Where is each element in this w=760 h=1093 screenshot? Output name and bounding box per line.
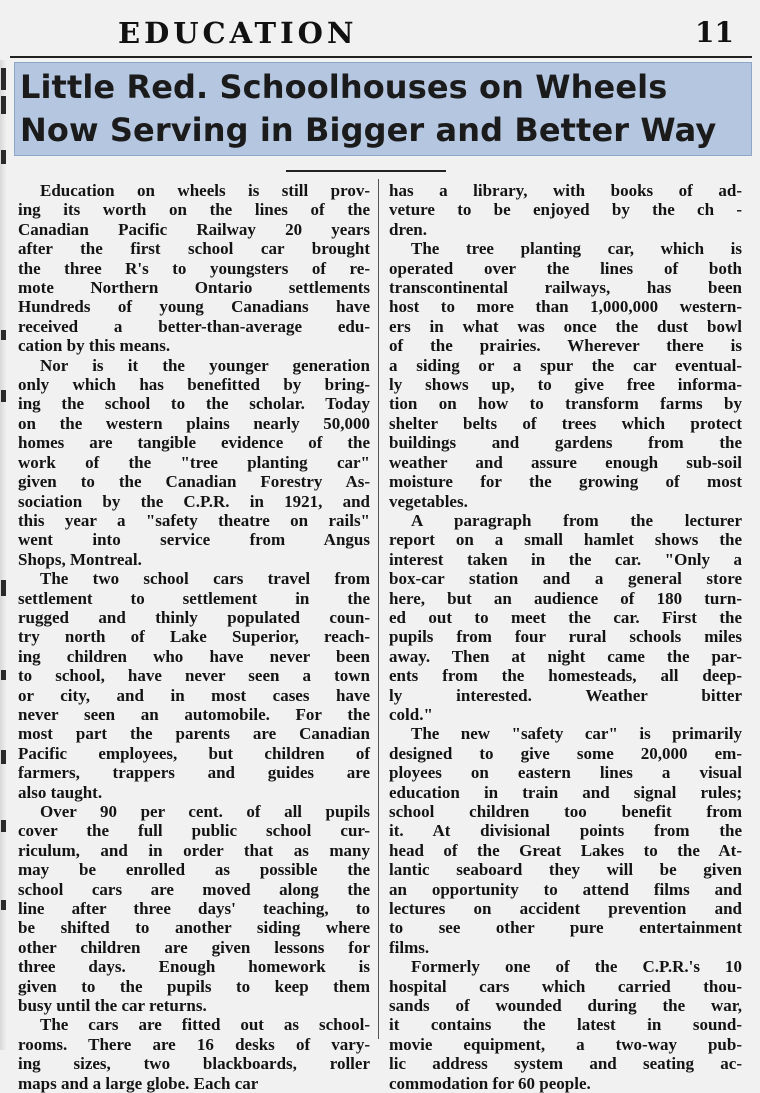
text-line: went into service from Angus: [18, 530, 370, 550]
article-paragraph: [18, 181, 370, 356]
text-line: ly shows up, to give free informa-: [389, 375, 742, 395]
article-paragraph: [18, 356, 370, 569]
text-line: maps and a large globe. Each car: [18, 1073, 259, 1093]
text-line: ents from the homesteads, all deep-: [389, 666, 742, 686]
text-line: after the first school car brought: [18, 239, 370, 259]
text-line: given to the pupils to keep them: [18, 976, 370, 996]
text-line: line after three days' teaching, to: [18, 899, 370, 919]
text-line: education in train and signal rules;: [389, 782, 742, 802]
text-line: away. Then at night came the par-: [389, 646, 742, 666]
text-line: try north of Lake Superior, reach-: [18, 627, 370, 647]
text-line: rooms. There are 16 desks of vary-: [18, 1034, 370, 1054]
text-line: ly interested. Weather bitter: [389, 685, 742, 705]
article-paragraph: [389, 239, 742, 511]
text-line: to see other pure entertainment: [389, 918, 742, 938]
text-line: The two school cars travel from: [40, 569, 370, 589]
headline-line-2: Now Serving in Bigger and Better Way: [20, 111, 717, 149]
text-line: other children are given lessons for: [18, 937, 370, 957]
text-line: movie equipment, a two-way pub-: [389, 1034, 742, 1054]
text-line: rugged and thinly populated coun-: [18, 607, 370, 627]
text-line: veture to be enjoyed by the ch -: [389, 200, 742, 220]
text-line: ing sizes, two blackboards, roller: [18, 1054, 370, 1074]
text-line: films.: [389, 937, 430, 957]
text-line: lic address system and seating ac-: [389, 1054, 742, 1074]
text-line: work of the "tree planting car": [18, 452, 370, 472]
text-line: cover the full public school cur-: [18, 821, 370, 841]
text-line: on the western plains nearly 50,000: [18, 413, 370, 433]
text-line: Formerly one of the C.P.R.'s 10: [411, 957, 742, 977]
text-line: be shifted to another siding where: [18, 918, 370, 938]
article-paragraph: [389, 181, 742, 239]
text-line: of the prairies. Wherever there is: [389, 336, 742, 356]
section-title: EDUCATION: [118, 16, 358, 50]
text-line: never seen an automobile. For the: [18, 704, 370, 724]
adjacent-page-fragments: [0, 60, 10, 1040]
text-line: also taught.: [18, 782, 103, 802]
text-line: this year a "safety theatre on rails": [18, 510, 370, 530]
text-line: commodation for 60 people.: [389, 1073, 591, 1093]
text-line: lectures on accident prevention and: [389, 899, 742, 919]
text-line: The cars are fitted out as school-: [40, 1015, 370, 1035]
text-line: hospital cars which carried thou-: [389, 976, 742, 996]
text-line: settlement to settlement in the: [18, 588, 370, 608]
text-line: transcontinental railways, has been: [389, 278, 742, 298]
text-line: farmers, trappers and guides are: [18, 763, 370, 783]
header-rule: [10, 56, 752, 58]
text-line: has a library, with books of ad-: [389, 181, 742, 200]
text-line: moisture for the growing of most: [389, 472, 742, 492]
text-line: The tree planting car, which is: [411, 239, 742, 259]
text-line: Shops, Montreal.: [18, 549, 142, 569]
article-column-left: [18, 181, 370, 1093]
text-line: ing children who have never been: [18, 646, 370, 666]
headline-line-1: Little Red. Schoolhouses on Wheels: [20, 68, 668, 106]
headline: [20, 66, 750, 152]
text-line: Hundreds of young Canadians have: [18, 297, 370, 317]
text-line: busy until the car returns.: [18, 996, 207, 1016]
text-line: ed out to meet the car. First the: [389, 607, 742, 627]
text-line: a siding or a spur the car eventual-: [389, 355, 742, 375]
page-header: [10, 16, 750, 56]
text-line: designed to give some 20,000 em-: [389, 743, 742, 763]
article-paragraph: [389, 511, 742, 724]
text-line: here, but an audience of 180 turn-: [389, 588, 742, 608]
text-line: mote Northern Ontario settlements: [18, 278, 370, 298]
text-line: cold.": [389, 704, 433, 724]
text-line: Canadian Pacific Railway 20 years: [18, 219, 370, 239]
text-line: the three R's to youngsters of re-: [18, 258, 370, 278]
text-line: Nor is it the younger generation: [40, 355, 370, 375]
text-line: interest taken in the car. "Only a: [389, 549, 742, 569]
text-line: most part the parents are Canadian: [18, 724, 370, 744]
text-line: host to more than 1,000,000 western-: [389, 297, 742, 317]
text-line: it contains the latest in sound-: [389, 1015, 742, 1035]
text-line: school cars are moved along the: [18, 879, 370, 899]
text-line: report on a small hamlet shows the: [389, 530, 742, 550]
text-line: three days. Enough homework is: [18, 957, 370, 977]
text-line: operated over the lines of both: [389, 258, 742, 278]
text-line: may be enrolled as possible the: [18, 860, 370, 880]
text-line: ing its worth on the lines of the: [18, 200, 370, 220]
text-line: Education on wheels is still prov-: [40, 181, 370, 200]
text-line: ers in what was once the dust bowl: [389, 316, 742, 336]
text-line: vegetables.: [389, 491, 468, 511]
text-line: school children too benefit from: [389, 802, 742, 821]
article-paragraph: [389, 724, 742, 957]
text-line: shelter belts of trees which protect: [389, 413, 742, 433]
text-line: A paragraph from the lecturer: [411, 510, 742, 530]
text-line: to school, have never seen a town: [18, 666, 370, 686]
text-line: ing the school to the scholar. Today: [18, 394, 370, 414]
text-line: tion on how to transform farms by: [389, 394, 742, 414]
text-line: sociation by the C.P.R. in 1921, and: [18, 491, 370, 511]
text-line: Pacific employees, but children of: [18, 743, 370, 763]
article-paragraph: [18, 1015, 370, 1093]
text-line: it. At divisional points from the: [389, 821, 742, 841]
text-line: sands of wounded during the war,: [389, 996, 742, 1016]
text-line: weather and assure enough sub-soil: [389, 452, 742, 472]
text-line: cation by this means.: [18, 336, 171, 356]
text-line: lantic seaboard they will be given: [389, 860, 742, 880]
text-line: given to the Canadian Forestry As-: [18, 472, 370, 492]
text-line: dren.: [389, 219, 427, 239]
text-line: ployees on eastern lines a visual: [389, 763, 742, 783]
text-line: an opportunity to attend films and: [389, 879, 742, 899]
page-number: 11: [695, 16, 734, 49]
column-divider: [378, 179, 379, 1039]
article-paragraph: [18, 802, 370, 1015]
text-line: pupils from four rural schools miles: [389, 627, 742, 647]
text-line: received a better-than-average edu-: [18, 316, 370, 336]
text-line: or city, and in most cases have: [18, 685, 370, 705]
article-paragraph: [18, 569, 370, 802]
headline-rule: [286, 170, 446, 172]
text-line: buildings and gardens from the: [389, 433, 742, 453]
text-line: box-car station and a general store: [389, 569, 742, 589]
text-line: homes are tangible evidence of the: [18, 433, 370, 453]
text-line: The new "safety car" is primarily: [411, 724, 742, 744]
article-paragraph: [389, 957, 742, 1093]
article-column-right: [389, 181, 742, 1093]
text-line: Over 90 per cent. of all pupils: [40, 802, 370, 821]
text-line: riculum, and in order that as many: [18, 840, 370, 860]
text-line: only which has benefitted by bring-: [18, 375, 370, 395]
text-line: head of the Great Lakes to the At-: [389, 840, 742, 860]
